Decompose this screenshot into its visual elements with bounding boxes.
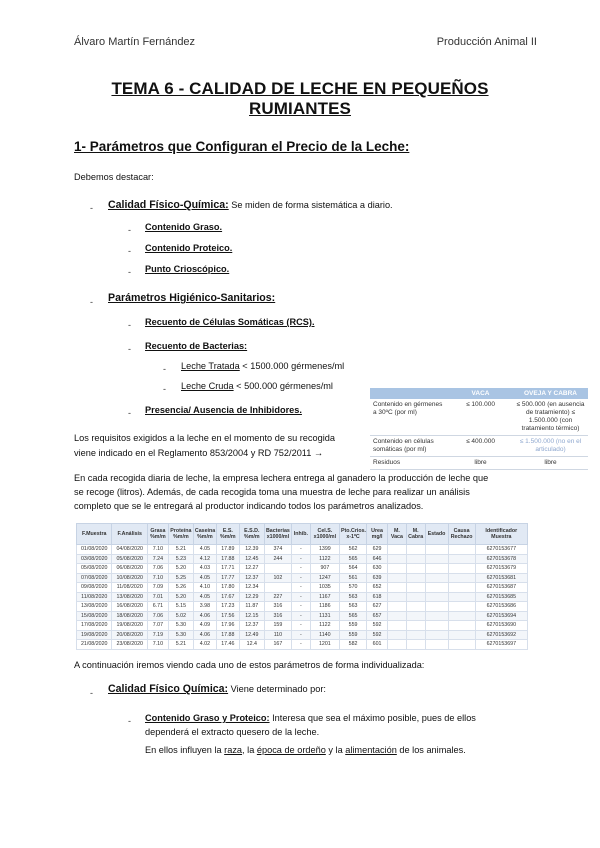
analysis-cell — [425, 564, 448, 574]
analysis-cell: 12.37 — [239, 621, 264, 631]
requirements-cell: Residuos — [370, 457, 448, 470]
bullet-dash: - — [128, 246, 131, 256]
analysis-cell: 11/08/2020 — [77, 592, 112, 602]
analysis-row — [77, 621, 528, 631]
requisitos-line2: viene indicado en el Reglamento 853/2004 y RD 752/2011 → — [74, 448, 324, 458]
analysis-cell — [448, 602, 475, 612]
paragraph-line2: se recoge (litros). Además, de cada recogida toma una muestra de leche para realizar un análisis — [74, 487, 470, 497]
analysis-header-cell: Inhib. — [291, 524, 310, 545]
analysis-cell: 6270153690 — [475, 621, 527, 631]
analysis-cell: 559 — [339, 630, 366, 640]
analysis-cell — [388, 545, 407, 555]
analysis-cell: 04/08/2020 — [112, 545, 147, 555]
analysis-cell — [388, 554, 407, 564]
bullet-dash: - — [128, 408, 131, 418]
analysis-cell: 12.45 — [239, 554, 264, 564]
analysis-cell: - — [291, 602, 310, 612]
analysis-cell: 17.88 — [216, 554, 239, 564]
analysis-cell: - — [291, 554, 310, 564]
analysis-cell: 7.19 — [147, 630, 168, 640]
analysis-cell: 5.21 — [168, 545, 193, 555]
analysis-cell — [425, 602, 448, 612]
analysis-cell: 7.06 — [147, 564, 168, 574]
analysis-cell: 7.09 — [147, 583, 168, 593]
analysis-cell: 563 — [339, 592, 366, 602]
analysis-header-cell: E.S. %m/m — [216, 524, 239, 545]
analysis-cell: 582 — [339, 640, 366, 650]
influyen-mid1: , la — [242, 745, 257, 755]
hs-rcs: Recuento de Células Somáticas (RCS). — [145, 317, 315, 327]
analysis-cell: 4.06 — [193, 611, 216, 621]
requirements-header-cell — [370, 388, 448, 399]
analysis-cell — [406, 621, 425, 631]
analysis-cell — [448, 554, 475, 564]
analysis-cell: 17.88 — [216, 630, 239, 640]
analysis-cell: 5.23 — [168, 554, 193, 564]
analysis-cell: - — [291, 611, 310, 621]
analysis-cell: 629 — [367, 545, 388, 555]
analysis-cell: 565 — [339, 554, 366, 564]
paragraph-line1: En cada recogida diaria de leche, la empresa lechera entrega al ganadero la producción de leche que — [74, 473, 489, 483]
analysis-cell — [264, 583, 291, 593]
analysis-header-cell: Grasa %m/m — [147, 524, 168, 545]
analysis-cell: 17.46 — [216, 640, 239, 650]
analysis-cell: 12.27 — [239, 564, 264, 574]
analysis-cell — [448, 640, 475, 650]
analysis-header-cell: Urea mg/l — [367, 524, 388, 545]
analysis-cell: - — [291, 640, 310, 650]
analysis-cell: 09/08/2020 — [77, 583, 112, 593]
analysis-cell: 7.10 — [147, 545, 168, 555]
analysis-header-cell: Proteína %m/m — [168, 524, 193, 545]
analysis-cell — [448, 564, 475, 574]
analysis-cell: 227 — [264, 592, 291, 602]
analysis-cell: 4.06 — [193, 630, 216, 640]
analysis-cell: 559 — [339, 621, 366, 631]
cruda-label: Leche Cruda — [181, 381, 234, 391]
analysis-cell: 1247 — [310, 573, 339, 583]
requirements-header-cell: VACA — [448, 388, 513, 399]
analysis-cell: 20/08/2020 — [112, 630, 147, 640]
analysis-row — [77, 564, 528, 574]
analysis-cell: 21/08/2020 — [77, 640, 112, 650]
analysis-cell: 17.56 — [216, 611, 239, 621]
analysis-cell: 5.30 — [168, 621, 193, 631]
analysis-cell: 565 — [339, 611, 366, 621]
analysis-cell: 630 — [367, 564, 388, 574]
analysis-cell: - — [291, 592, 310, 602]
analysis-cell: 5.02 — [168, 611, 193, 621]
requirements-cell: ≤ 1.500.000 (no en el articulado) — [513, 436, 588, 457]
analysis-cell: 6270153685 — [475, 592, 527, 602]
analysis-cell — [448, 573, 475, 583]
analysis-cell: 19/08/2020 — [77, 630, 112, 640]
requirements-cell: libre — [448, 457, 513, 470]
bullet-dash: - — [128, 716, 131, 726]
analysis-header-cell: Estado — [425, 524, 448, 545]
requisitos-line1: Los requisitos exigidos a la leche en el momento de su recogida — [74, 433, 335, 443]
analysis-header-cell: E.S.D. %m/m — [239, 524, 264, 545]
analysis-cell: 167 — [264, 640, 291, 650]
analysis-cell — [406, 611, 425, 621]
intro-text: Debemos destacar: — [74, 172, 154, 182]
analysis-header-cell: F.Análisis — [112, 524, 147, 545]
hs-leche-tratada — [181, 361, 344, 371]
analysis-cell: 110 — [264, 630, 291, 640]
analysis-cell: 17.23 — [216, 602, 239, 612]
graso-line1 — [145, 711, 476, 726]
analysis-cell: 592 — [367, 621, 388, 631]
graso-line2: dependerá el extracto quesero de la leche. — [145, 727, 320, 737]
analysis-cell — [406, 564, 425, 574]
influyen-line — [145, 743, 466, 758]
requirements-row — [370, 457, 588, 470]
analysis-cell: 4.03 — [193, 564, 216, 574]
analysis-cell: 11/08/2020 — [112, 583, 147, 593]
analysis-cell — [448, 583, 475, 593]
analysis-cell: 1201 — [310, 640, 339, 650]
influyen-raza: raza — [224, 745, 243, 755]
analysis-cell: 5.20 — [168, 592, 193, 602]
analysis-cell: 5.21 — [168, 640, 193, 650]
analysis-cell: 4.05 — [193, 545, 216, 555]
analysis-cell: 6270153677 — [475, 545, 527, 555]
analysis-cell: 561 — [339, 573, 366, 583]
hs-label: Parámetros Higiénico-Sanitarios: — [108, 292, 276, 304]
analysis-cell: - — [291, 621, 310, 631]
bullet-dash: - — [90, 203, 93, 213]
analysis-cell — [388, 564, 407, 574]
analysis-cell: 6270153678 — [475, 554, 527, 564]
analysis-cell — [406, 602, 425, 612]
fq-item — [108, 199, 393, 211]
analysis-cell — [448, 592, 475, 602]
analysis-cell: - — [291, 583, 310, 593]
analysis-cell: 6.71 — [147, 602, 168, 612]
analysis-header-row — [77, 524, 528, 545]
analysis-cell: 13/08/2020 — [77, 602, 112, 612]
analysis-cell — [425, 640, 448, 650]
analysis-cell: 11.87 — [239, 602, 264, 612]
analysis-cell: - — [291, 564, 310, 574]
analysis-cell: 12.49 — [239, 630, 264, 640]
analysis-row — [77, 640, 528, 650]
analysis-cell: 4.05 — [193, 573, 216, 583]
analysis-cell — [425, 611, 448, 621]
analysis-cell — [448, 611, 475, 621]
analysis-cell: 562 — [339, 545, 366, 555]
analysis-cell: 12.39 — [239, 545, 264, 555]
analysis-cell: 06/08/2020 — [112, 564, 147, 574]
analysis-header-cell: Causa Rechazo — [448, 524, 475, 545]
analysis-cell: 7.06 — [147, 611, 168, 621]
analysis-cell: 646 — [367, 554, 388, 564]
analysis-cell — [425, 630, 448, 640]
analysis-cell — [388, 602, 407, 612]
analysis-cell: 6270153686 — [475, 602, 527, 612]
analysis-cell: 1399 — [310, 545, 339, 555]
requirements-header-cell: OVEJA Y CABRA — [513, 388, 588, 399]
analysis-cell: 12.34 — [239, 583, 264, 593]
analysis-cell: 5.30 — [168, 630, 193, 640]
influyen-alimentacion: alimentación — [345, 745, 397, 755]
analysis-row — [77, 630, 528, 640]
analysis-header-cell: F.Muestra — [77, 524, 112, 545]
tratada-value: < 1500.000 gérmenes/ml — [239, 361, 345, 371]
analysis-cell: 652 — [367, 583, 388, 593]
analysis-cell: 15/08/2020 — [77, 611, 112, 621]
requirements-table — [370, 388, 588, 470]
requirements-row — [370, 399, 588, 436]
analysis-cell — [425, 583, 448, 593]
fq2-item — [108, 683, 326, 695]
bullet-dash: - — [163, 364, 166, 374]
cruda-value: < 500.000 gérmenes/ml — [233, 381, 333, 391]
analysis-cell: 316 — [264, 602, 291, 612]
paragraph-line3: completo que se le entregará al productor indicando todos los parámetros analizados. — [74, 501, 424, 511]
analysis-cell: 1122 — [310, 621, 339, 631]
analysis-cell — [406, 583, 425, 593]
header-author: Álvaro Martín Fernández — [74, 36, 196, 48]
analysis-cell: 601 — [367, 640, 388, 650]
analysis-cell: 17.71 — [216, 564, 239, 574]
analysis-cell: 5.25 — [168, 573, 193, 583]
analysis-cell: 6270153694 — [475, 611, 527, 621]
analysis-cell — [448, 630, 475, 640]
fq2-label: Calidad Físico Química: — [108, 683, 229, 695]
analysis-cell — [406, 630, 425, 640]
analysis-cell: 7.07 — [147, 621, 168, 631]
analysis-cell: 4.09 — [193, 621, 216, 631]
analysis-cell — [425, 592, 448, 602]
analysis-cell: 618 — [367, 592, 388, 602]
analysis-cell: 4.12 — [193, 554, 216, 564]
influyen-mid2: y la — [325, 745, 346, 755]
bullet-dash: - — [163, 384, 166, 394]
analysis-row — [77, 583, 528, 593]
analysis-cell: 01/08/2020 — [77, 545, 112, 555]
analysis-row — [77, 554, 528, 564]
analysis-header-cell: Caseína %m/m — [193, 524, 216, 545]
analysis-cell — [388, 573, 407, 583]
analysis-cell — [406, 640, 425, 650]
analysis-cell — [388, 583, 407, 593]
analysis-cell — [425, 545, 448, 555]
fq-label: Calidad Físico-Química: — [108, 199, 229, 211]
requirements-cell: libre — [513, 457, 588, 470]
analysis-cell: 6270153681 — [475, 573, 527, 583]
analysis-cell — [388, 630, 407, 640]
requirements-cell: ≤ 100.000 — [448, 399, 513, 436]
analysis-cell: 627 — [367, 602, 388, 612]
requirements-cell: Contenido en células somáticas (por ml) — [370, 436, 448, 457]
analysis-header-cell: Pto.Crios. x-1ºC — [339, 524, 366, 545]
analysis-cell: 7.10 — [147, 640, 168, 650]
analysis-cell: 03/08/2020 — [77, 554, 112, 564]
analysis-cell: 6270153697 — [475, 640, 527, 650]
analysis-cell — [425, 621, 448, 631]
analysis-cell: - — [291, 573, 310, 583]
requirements-cell: ≤ 400.000 — [448, 436, 513, 457]
header-subject: Producción Animal II — [436, 36, 537, 48]
analysis-cell: - — [291, 545, 310, 555]
analysis-cell: 6270153679 — [475, 564, 527, 574]
analysis-cell: 570 — [339, 583, 366, 593]
analysis-cell: 4.05 — [193, 592, 216, 602]
influyen-pre: En ellos influyen la — [145, 745, 225, 755]
analysis-table — [76, 523, 528, 650]
analysis-row — [77, 592, 528, 602]
bullet-dash: - — [90, 688, 93, 698]
page-title-line1: TEMA 6 - CALIDAD DE LECHE EN PEQUEÑOS — [111, 79, 489, 98]
requirements-header-row — [370, 388, 588, 399]
fq-subitem-graso: Contenido Graso. — [145, 222, 223, 232]
analysis-cell — [406, 554, 425, 564]
analysis-cell — [388, 621, 407, 631]
requirements-cell: ≤ 500.000 (en ausencia de tratamiento) ≤ 1.500.000 (con tratamiento térmico) — [513, 399, 588, 436]
influyen-epoca: época de ordeño — [256, 745, 326, 755]
analysis-cell: 5.26 — [168, 583, 193, 593]
analysis-cell — [448, 545, 475, 555]
analysis-cell: 1035 — [310, 583, 339, 593]
analysis-header-cell: Identificador Muestra — [475, 524, 527, 545]
analysis-cell: 7.10 — [147, 573, 168, 583]
analysis-cell: 563 — [339, 602, 366, 612]
analysis-cell: 12.37 — [239, 573, 264, 583]
analysis-cell: 4.10 — [193, 583, 216, 593]
influyen-post: de los animales. — [396, 745, 466, 755]
analysis-cell: 1131 — [310, 611, 339, 621]
tratada-label: Leche Tratada — [181, 361, 240, 371]
analysis-cell: 17/08/2020 — [77, 621, 112, 631]
fq2-desc: Viene determinado por: — [228, 684, 326, 694]
analysis-header-cell: M. Vaca — [388, 524, 407, 545]
analysis-cell: 639 — [367, 573, 388, 583]
bullet-dash: - — [128, 267, 131, 277]
analysis-row — [77, 602, 528, 612]
analysis-row — [77, 573, 528, 583]
analysis-cell: - — [291, 630, 310, 640]
section-heading: 1- Parámetros que Configuran el Precio de la Leche: — [74, 139, 410, 154]
analysis-cell: 5.20 — [168, 564, 193, 574]
analysis-cell: 244 — [264, 554, 291, 564]
analysis-header-cell: Bacterias x1000/ml — [264, 524, 291, 545]
analysis-cell: 1122 — [310, 554, 339, 564]
analysis-row — [77, 545, 528, 555]
analysis-cell: 159 — [264, 621, 291, 631]
analysis-cell: 6270153692 — [475, 630, 527, 640]
analysis-cell: 1167 — [310, 592, 339, 602]
analysis-cell: 05/08/2020 — [112, 554, 147, 564]
hs-inhibidores: Presencia/ Ausencia de Inhibidores. — [145, 405, 302, 415]
analysis-cell: 07/08/2020 — [77, 573, 112, 583]
analysis-cell: 17.67 — [216, 592, 239, 602]
analysis-cell: 4.02 — [193, 640, 216, 650]
analysis-cell: 592 — [367, 630, 388, 640]
analysis-cell: 1186 — [310, 602, 339, 612]
analysis-cell: 3.98 — [193, 602, 216, 612]
hs-bacterias: Recuento de Bacterias: — [145, 341, 248, 351]
analysis-cell: 564 — [339, 564, 366, 574]
analysis-header-cell: Cel.S. x1000/ml — [310, 524, 339, 545]
analysis-cell — [388, 640, 407, 650]
analysis-cell — [388, 611, 407, 621]
analysis-cell: 6270153687 — [475, 583, 527, 593]
analysis-cell: 16/08/2020 — [112, 602, 147, 612]
analysis-cell — [406, 592, 425, 602]
analysis-cell: 7.01 — [147, 592, 168, 602]
analysis-cell: 18/08/2020 — [112, 611, 147, 621]
analysis-cell — [425, 554, 448, 564]
analysis-cell: 05/08/2020 — [77, 564, 112, 574]
analysis-cell: 374 — [264, 545, 291, 555]
analysis-cell — [425, 573, 448, 583]
requirements-row — [370, 436, 588, 457]
analysis-cell: 17.77 — [216, 573, 239, 583]
analysis-cell — [406, 545, 425, 555]
analysis-cell — [388, 592, 407, 602]
bullet-dash: - — [128, 225, 131, 235]
fq-desc: Se miden de forma sistemática a diario. — [228, 200, 393, 210]
analysis-cell — [448, 621, 475, 631]
analysis-cell: 1140 — [310, 630, 339, 640]
analysis-cell: 17.80 — [216, 583, 239, 593]
analysis-cell: 657 — [367, 611, 388, 621]
page-title-line2: RUMIANTES — [249, 99, 351, 118]
fq-subitem-crioscopico: Punto Crioscópico. — [145, 264, 230, 274]
hs-leche-cruda — [181, 381, 333, 391]
analysis-cell: 316 — [264, 611, 291, 621]
analysis-cell: 10/08/2020 — [112, 573, 147, 583]
bullet-dash: - — [90, 297, 93, 307]
bullet-dash: - — [128, 344, 131, 354]
analysis-cell: 12.4 — [239, 640, 264, 650]
analysis-header-cell: M. Cabra — [406, 524, 425, 545]
fq-subitem-proteico: Contenido Proteico. — [145, 243, 233, 253]
analysis-cell: 7.24 — [147, 554, 168, 564]
analysis-cell — [406, 573, 425, 583]
analysis-cell: 13/08/2020 — [112, 592, 147, 602]
continuation-text: A continuación iremos viendo cada uno de estos parámetros de forma individualizada: — [74, 660, 425, 670]
analysis-cell: 12.15 — [239, 611, 264, 621]
analysis-cell — [264, 564, 291, 574]
requirements-cell: Contenido en gérmenes a 30ºC (por ml) — [370, 399, 448, 436]
bullet-dash: - — [128, 320, 131, 330]
analysis-cell: 19/08/2020 — [112, 621, 147, 631]
graso-text: Interesa que sea el máximo posible, pues de ellos — [269, 713, 476, 723]
analysis-cell: 12.29 — [239, 592, 264, 602]
analysis-cell: 907 — [310, 564, 339, 574]
analysis-row — [77, 611, 528, 621]
analysis-cell: 5.15 — [168, 602, 193, 612]
analysis-cell: 102 — [264, 573, 291, 583]
analysis-cell: 17.89 — [216, 545, 239, 555]
graso-label: Contenido Graso y Proteico: — [145, 713, 270, 723]
analysis-cell: 23/08/2020 — [112, 640, 147, 650]
analysis-cell: 17.96 — [216, 621, 239, 631]
